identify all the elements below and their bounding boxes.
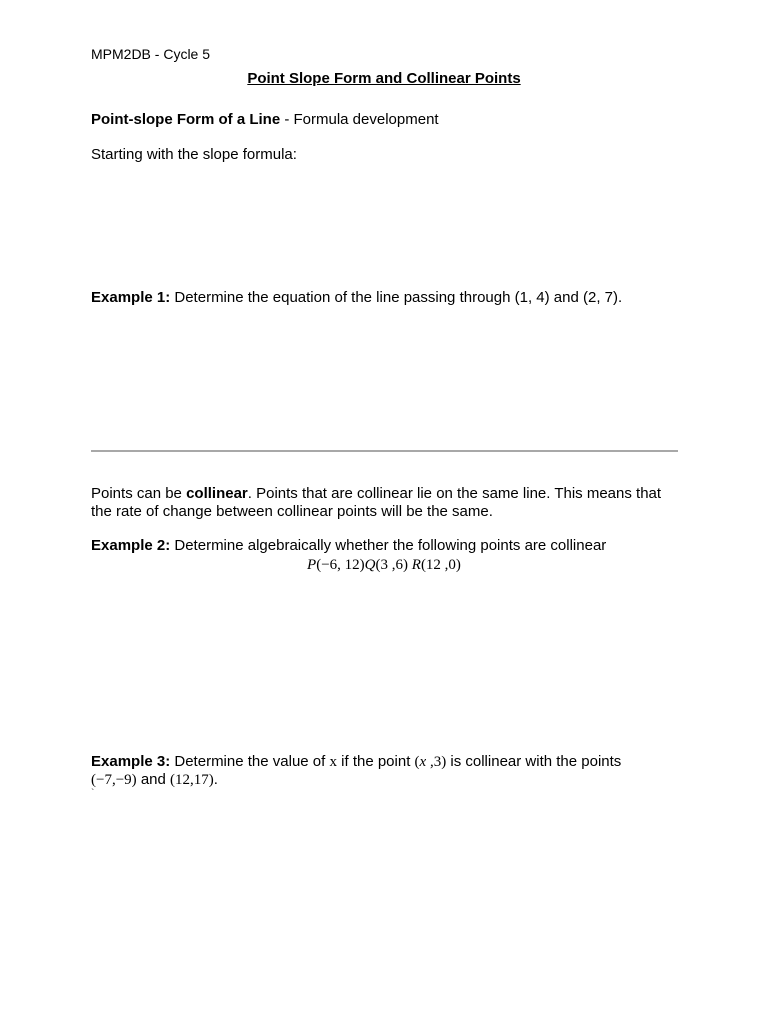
section-heading-point-slope xyxy=(91,111,439,129)
section-heading-bold: Point-slope Form of a Line xyxy=(91,111,281,128)
collinear-definition xyxy=(91,485,681,521)
point-p-name: P xyxy=(307,557,317,573)
example-3-text2: if the point xyxy=(336,753,415,770)
example-3-and: and xyxy=(136,771,171,788)
example-3-end: . xyxy=(213,771,218,788)
example-3-point-open: ( xyxy=(414,754,420,770)
example-2-points xyxy=(0,556,768,574)
example-1 xyxy=(91,289,622,307)
point-r-coords: (12 ,0) xyxy=(420,557,461,573)
example-1-label: Example 1: xyxy=(91,289,171,306)
example-3-point xyxy=(415,754,447,770)
page-title: Point Slope Form and Collinear Points xyxy=(247,70,521,87)
example-3-text1: Determine the value of xyxy=(170,753,330,770)
course-code: MPM2DB - Cycle 5 xyxy=(91,46,211,62)
point-r-name: R xyxy=(411,557,421,573)
example-3-label: Example 3: xyxy=(91,753,171,770)
example-3 xyxy=(91,753,681,789)
point-q-coords: (3 ,6) xyxy=(375,557,409,573)
point-q-name: Q xyxy=(364,557,376,573)
collinear-after: . Points that are collinear lie on the same line. This means that the rate of change between collinear points will be the same. xyxy=(91,485,662,520)
example-3-point-a: (−7,−9) xyxy=(91,772,137,788)
section-heading-rest: - Formula development xyxy=(280,111,439,128)
starting-text: Starting with the slope formula: xyxy=(91,146,297,163)
stray-mark: ` xyxy=(91,788,95,799)
example-3-point-b: (12,17) xyxy=(170,772,214,788)
example-3-point-close: ,3) xyxy=(426,754,447,770)
example-2 xyxy=(91,537,681,555)
example-3-point-var: x xyxy=(419,754,427,770)
collinear-term: collinear xyxy=(186,485,248,502)
collinear-before: Points can be xyxy=(91,485,187,502)
example-2-text: Determine algebraically whether the following points are collinear xyxy=(170,537,607,554)
example-3-var-x: x xyxy=(329,754,337,770)
example-2-label: Example 2: xyxy=(91,537,171,554)
example-3-text3: is collinear with the points xyxy=(446,753,622,770)
point-p-coords: (−6, 12) xyxy=(316,557,365,573)
example-1-text: Determine the equation of the line passing through (1, 4) and (2, 7). xyxy=(170,289,623,306)
section-divider xyxy=(91,450,678,452)
